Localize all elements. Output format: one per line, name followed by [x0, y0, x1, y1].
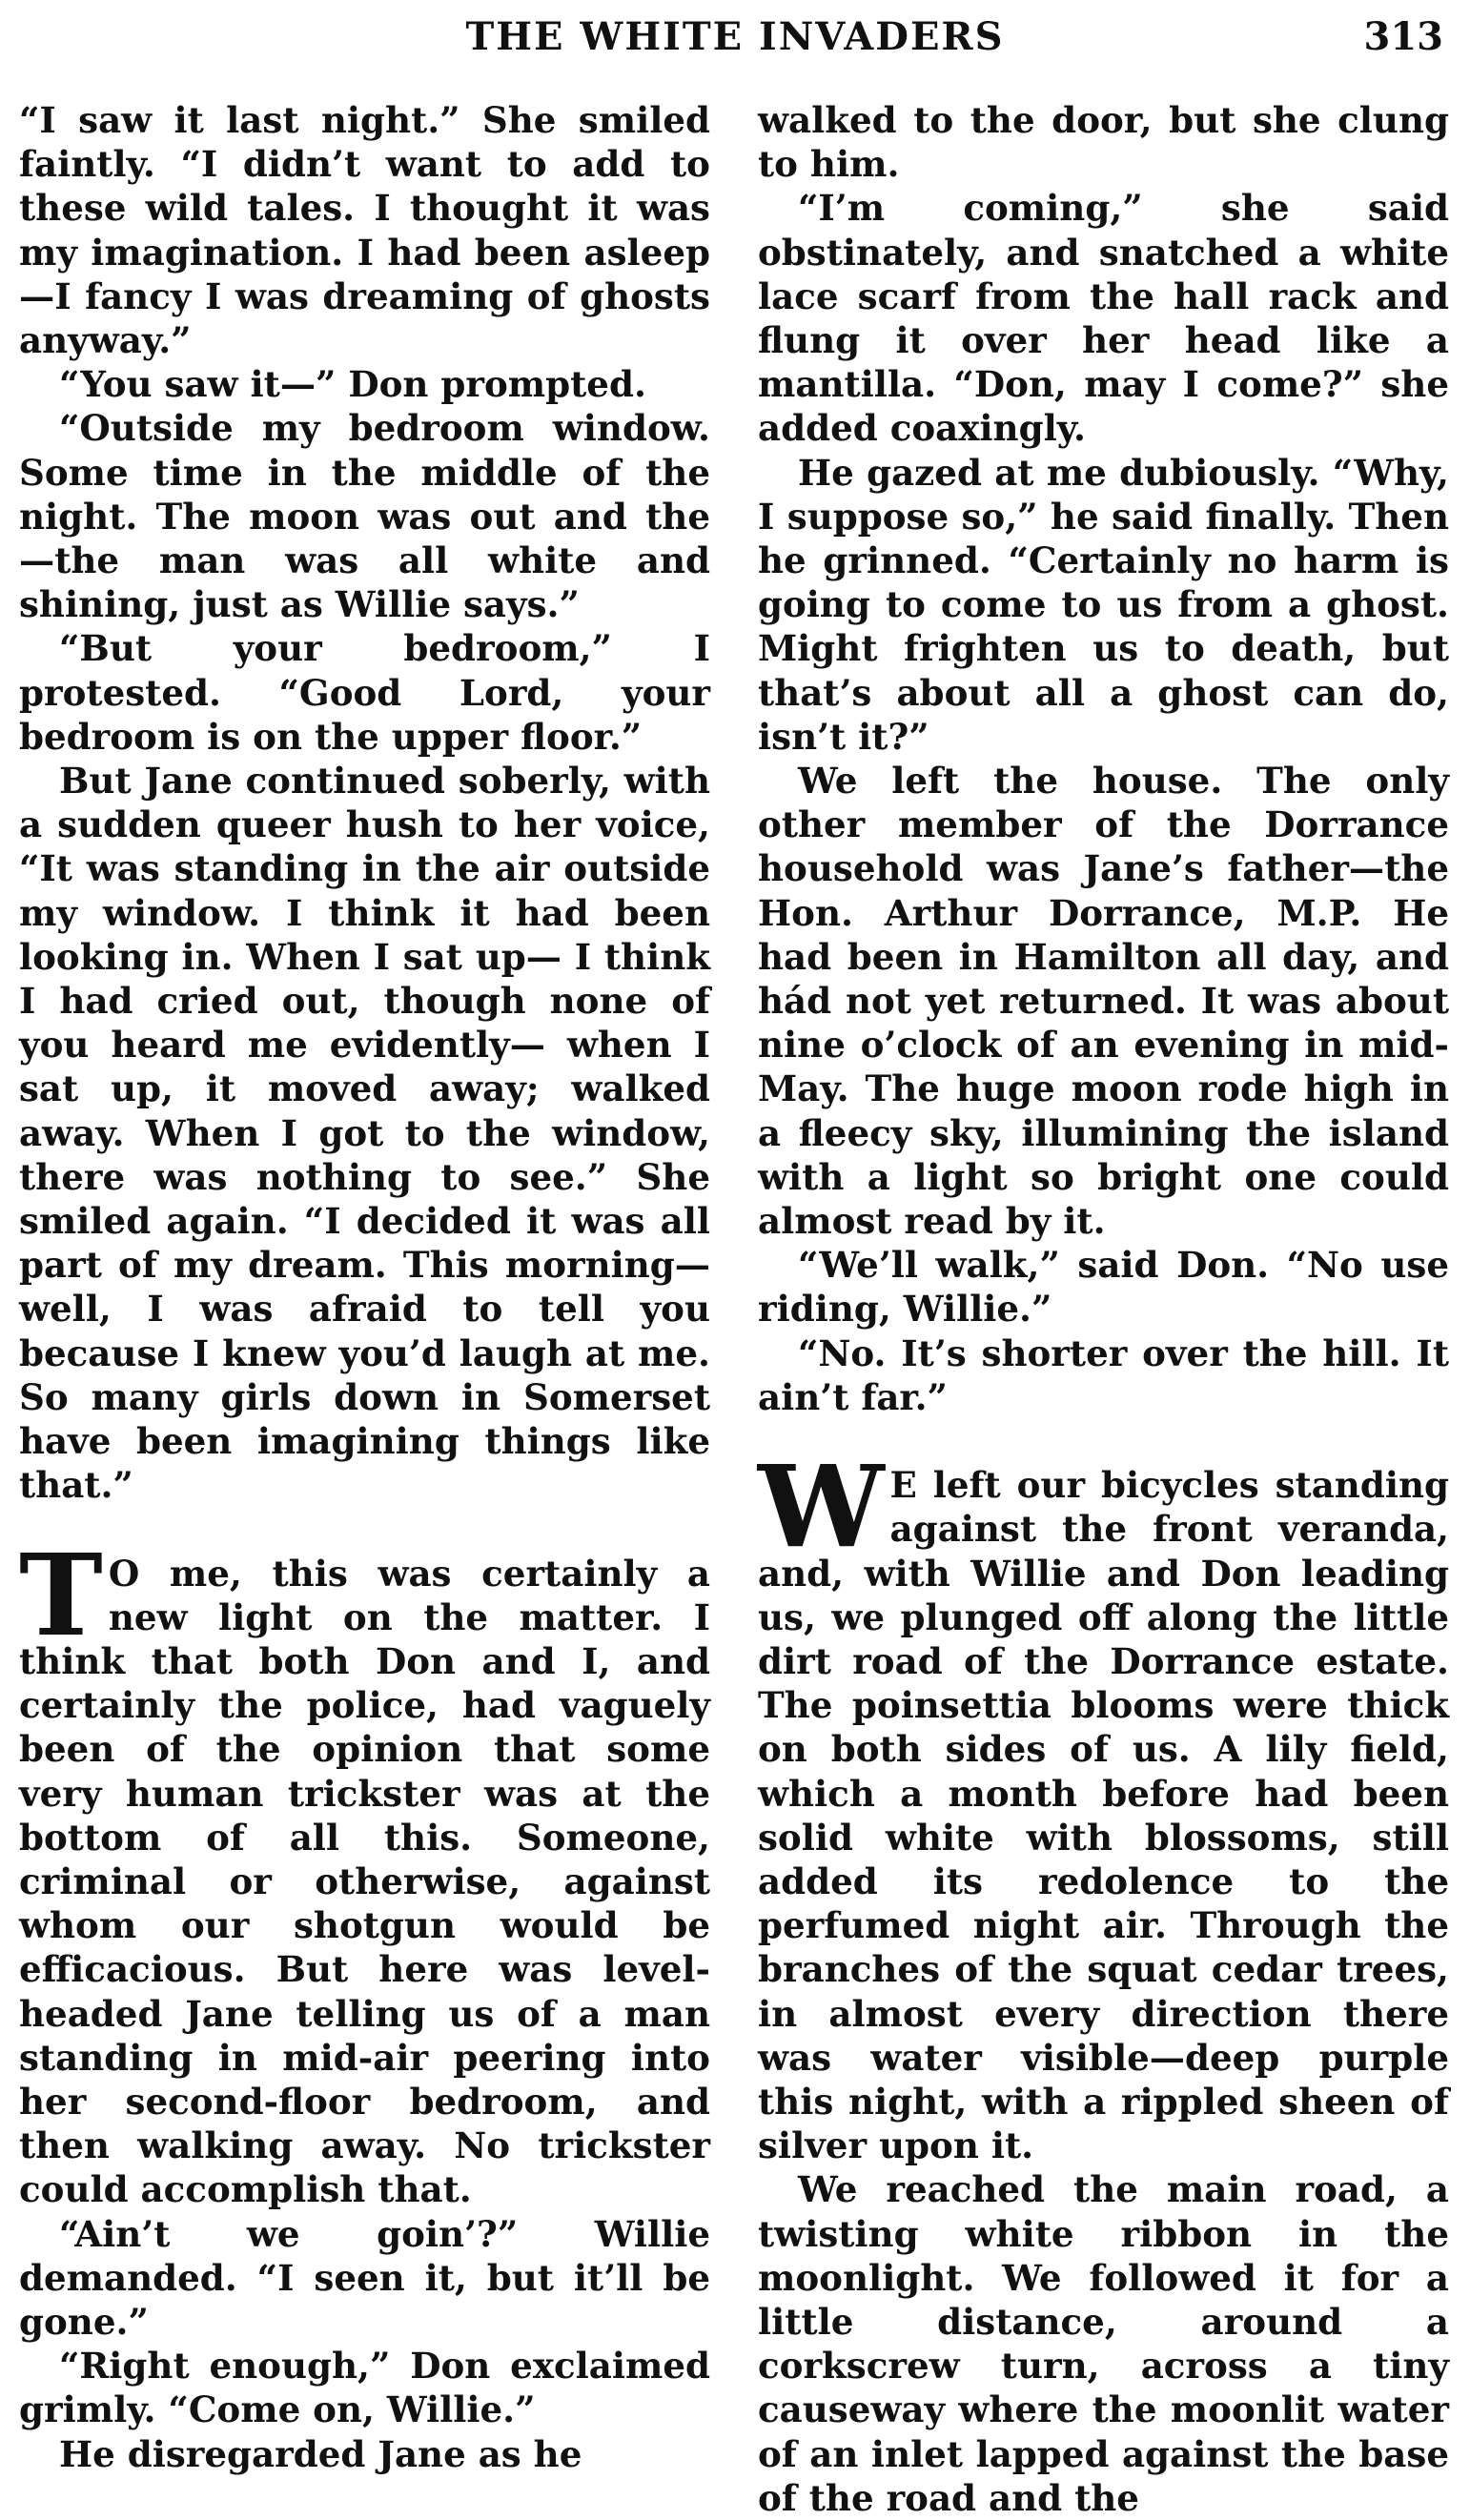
section-text: E left our bicycles standing against the front veranda, and, with Willie and Don leading us, we plunged off along the little dirt road of the Dorrance estate. The poinsettia blooms were thick on both sides of us. A lily field, which a month before had been solid white with blossoms, still added its redolence to the perfumed night air. Through the branches of the squat cedar trees, in almost every direction there was water visible—deep purple this night, with a rippled sheen of silver upon it.	[758, 1464, 1449, 2167]
paragraph: “Outside my bedroom window. Some time in the middle of the night. The moon was out and the —the man was all white and shining, just as Willie says.”	[19, 407, 710, 626]
section-text: O me, this was certainly a new light on the matter. I think that both Don and I, and certainly the police, had vaguely been of the opinion that some very human trickster was at the bottom of all this. Someone, criminal or otherwise, against whom our shotgun would be efficacious. But here was level-headed Jane telling us of a man standing in mid-air peering into her second-floor bedroom, and then walking away. No trickster could accomplish that.	[19, 1552, 710, 2211]
page-number: 313	[1363, 14, 1443, 59]
paragraph: He disregarded Jane as he	[59, 2432, 582, 2475]
drop-cap: T	[19, 1528, 103, 1661]
paragraph: He gazed at me dubiously. “Why, I suppose so,” he said finally. Then he grinned. “Certainly no harm is going to come to us from a ghost. Might frighten us to death, but that’s about all a ghost can do, isn’t it?”	[758, 451, 1449, 758]
section-opening-paragraph	[19, 1528, 710, 2212]
paragraph: “Right enough,” Don exclaimed grimly. “Come on, Willie.”	[19, 2345, 710, 2431]
paragraph: “You saw it—” Don prompted.	[59, 363, 646, 406]
paragraph: “I’m coming,” she said obstinately, and snatched a white lace scarf from the hall rack and flung it over her head like a mantilla. “Don, may I come?” she added coaxingly.	[758, 187, 1449, 450]
section-opening-paragraph	[758, 1440, 1449, 2167]
paragraph: “No. It’s shorter over the hill. It ain’t far.”	[758, 1331, 1449, 1418]
paragraph: “But your bedroom,” I protested. “Good Lord, your bedroom is on the upper floor.”	[19, 627, 710, 758]
right-column	[758, 98, 1449, 2520]
paragraph: We left the house. The only other member of the Dorrance household was Jane’s father—the Hon. Arthur Dorrance, M.P. He had been in Hamilton all day, and hád not yet returned. It was about nine o’clock of an evening in mid-May. The huge moon rode high in a fleecy sky, illumining the island with a light so bright one could almost read by it.	[758, 760, 1449, 1243]
left-column	[19, 98, 710, 2476]
drop-cap: W	[758, 1440, 885, 1574]
paragraph: But Jane continued soberly, with a sudden queer hush to her voice, “It was standing in the air outside my window. I think it had been looking in. When I sat up— I think I had cried out, though none of you heard me evidently— when I sat up, it moved away; walked away. When I got to the window, there was nothing to see.” She smiled again. “I decided it was all part of my dream. This morning—well, I was afraid to tell you because I knew you’d laugh at me. So many girls down in Somerset have been imagining things like that.”	[19, 760, 710, 1507]
paragraph: We reached the main road, a twisting white ribbon in the moonlight. We followed it for a little distance, around a corkscrew turn, across a tiny causeway where the moonlit water of an inlet lapped against the base of the road and the	[758, 2168, 1449, 2519]
paragraph: “I saw it last night.” She smiled faintly. “I didn’t want to add to these wild tales. I thought it was my imagination. I had been asleep —I fancy I was dreaming of ghosts anyway.”	[19, 99, 710, 362]
paragraph: “We’ll walk,” said Don. “No use riding, Willie.”	[758, 1244, 1449, 1331]
running-title: THE WHITE INVADERS	[465, 14, 1005, 59]
paragraph: walked to the door, but she clung to him.	[758, 99, 1449, 186]
paragraph: “Ain’t we goin’?” Willie demanded. “I seen it, but it’ll be gone.”	[19, 2212, 710, 2343]
page-header	[19, 8, 1451, 67]
